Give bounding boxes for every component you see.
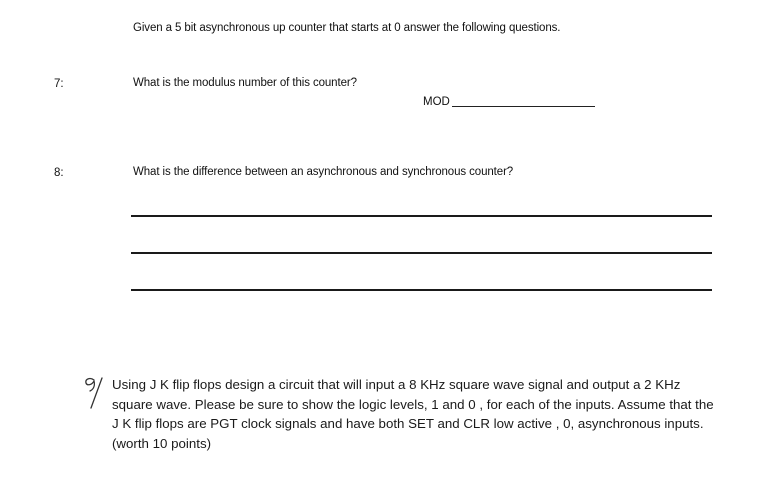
answer-line-3[interactable] (131, 289, 712, 291)
question-8-number: 8: (54, 167, 64, 179)
question-9-text: Using J K flip flops design a circuit that will input a 8 KHz square wave signal and output a 2 KHz square wave. Please be sure to show the logic levels, 1 and 0 , for each of the inputs. Assume that the J K flip flops are PGT clock signals and have both SET and CLR low active , 0, asynchronous inputs. (worth 10 points) (112, 377, 714, 451)
answer-line-1[interactable] (131, 215, 712, 217)
instructions-text: Given a 5 bit asynchronous up counter that starts at 0 answer the following questions. (133, 22, 561, 34)
answer-line-2[interactable] (131, 252, 712, 254)
mod-label: MOD (423, 96, 450, 108)
question-7-number: 7: (54, 78, 64, 90)
handwritten-question-number (83, 374, 109, 412)
question-8-text: What is the difference between an asynchronous and synchronous counter? (133, 166, 514, 178)
mod-answer-line[interactable] (452, 106, 595, 107)
question-7-text: What is the modulus number of this counter? (133, 77, 357, 89)
